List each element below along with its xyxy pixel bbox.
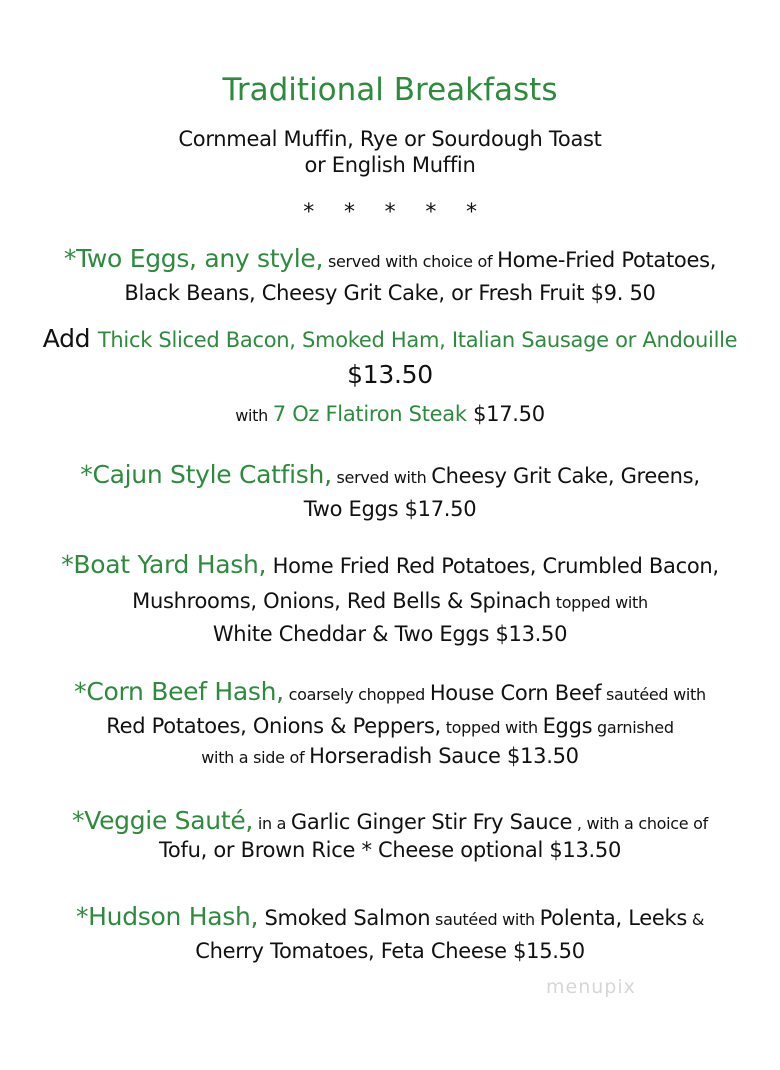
bread-options-line2: or English Muffin	[304, 153, 476, 177]
corn-beef-topped: topped with	[440, 718, 543, 737]
boat-yard-line1	[0, 550, 780, 579]
hudson-line2: Cherry Tomatoes, Feta Cheese $15.50	[195, 939, 585, 963]
corn-beef-line3	[0, 744, 780, 768]
two-eggs-line1	[0, 244, 780, 273]
add-price: $13.50	[347, 360, 433, 389]
boat-yard-line2	[0, 589, 780, 613]
add-word: Add	[42, 324, 98, 353]
catfish-line1	[0, 460, 780, 489]
star: *	[425, 200, 437, 225]
veggie-line1	[0, 806, 780, 835]
corn-beef-side-of: with a side of	[201, 748, 310, 767]
veggie-in-a: in a	[253, 814, 291, 833]
with-word: with	[235, 406, 273, 425]
boat-yard-desc2: Mushrooms, Onions, Red Bells & Spinach	[132, 589, 551, 613]
two-eggs-name: *Two Eggs, any style,	[63, 244, 324, 273]
veggie-sauce: Garlic Ginger Stir Fry Sauce	[290, 810, 573, 834]
steak-price: $17.50	[466, 402, 545, 426]
hudson-amp: &	[687, 910, 704, 929]
star: *	[466, 200, 477, 225]
two-eggs-desc: served with choice of	[323, 252, 498, 271]
hudson-polenta: Polenta, Leeks	[539, 906, 688, 930]
corn-beef-sauce: Horseradish Sauce $13.50	[309, 744, 579, 768]
star: *	[343, 200, 355, 225]
bread-options-line1: Cornmeal Muffin, Rye or Sourdough Toast	[178, 127, 602, 151]
boat-yard-topped: topped with	[550, 593, 648, 612]
veggie-name: *Veggie Sauté,	[72, 806, 254, 835]
star-divider	[0, 200, 780, 225]
corn-beef-desc: coarsely chopped	[283, 685, 430, 704]
corn-beef-line1	[0, 677, 780, 706]
hudson-name: *Hudson Hash,	[75, 902, 259, 931]
boat-yard-line3: White Cheddar & Two Eggs $13.50	[212, 622, 568, 646]
catfish-sides: Cheesy Grit Cake, Greens,	[431, 464, 700, 488]
boat-yard-name: *Boat Yard Hash,	[61, 550, 267, 579]
star: *	[303, 200, 314, 225]
corn-beef-eggs: Eggs	[542, 714, 593, 738]
steak-name: 7 Oz Flatiron Steak	[272, 402, 467, 426]
corn-beef-name: *Corn Beef Hash,	[74, 677, 284, 706]
menupix-watermark: menupix	[546, 976, 636, 998]
hudson-sauteed: sautéed with	[430, 910, 540, 929]
veggie-line2: Tofu, or Brown Rice * Cheese optional $13.50	[158, 838, 622, 862]
hudson-salmon: Smoked Salmon	[258, 906, 431, 930]
corn-beef-house: House Corn Beef	[429, 681, 602, 705]
two-eggs-line2: Black Beans, Cheesy Grit Cake, or Fresh Fruit $9. 50	[124, 281, 656, 305]
corn-beef-sauteed: sautéed with	[601, 685, 706, 704]
add-meats: Thick Sliced Bacon, Smoked Ham, Italian Sausage or Andouille	[97, 328, 738, 352]
veggie-choice: , with a choice of	[572, 814, 708, 833]
catfish-name: *Cajun Style Catfish,	[80, 460, 332, 489]
catfish-line2: Two Eggs $17.50	[303, 497, 477, 521]
steak-line	[0, 402, 780, 426]
menu-title: Traditional Breakfasts	[222, 72, 558, 108]
add-meats-line	[0, 324, 780, 353]
corn-beef-line2	[0, 714, 780, 738]
star: *	[384, 200, 396, 225]
hudson-line1	[0, 902, 780, 931]
corn-beef-garnished: garnished	[592, 718, 674, 737]
boat-yard-desc1: Home Fried Red Potatoes, Crumbled Bacon,	[266, 554, 719, 578]
corn-beef-veg: Red Potatoes, Onions & Peppers,	[106, 714, 441, 738]
catfish-served: served with	[331, 468, 432, 487]
two-eggs-sides: Home-Fried Potatoes,	[497, 248, 717, 272]
